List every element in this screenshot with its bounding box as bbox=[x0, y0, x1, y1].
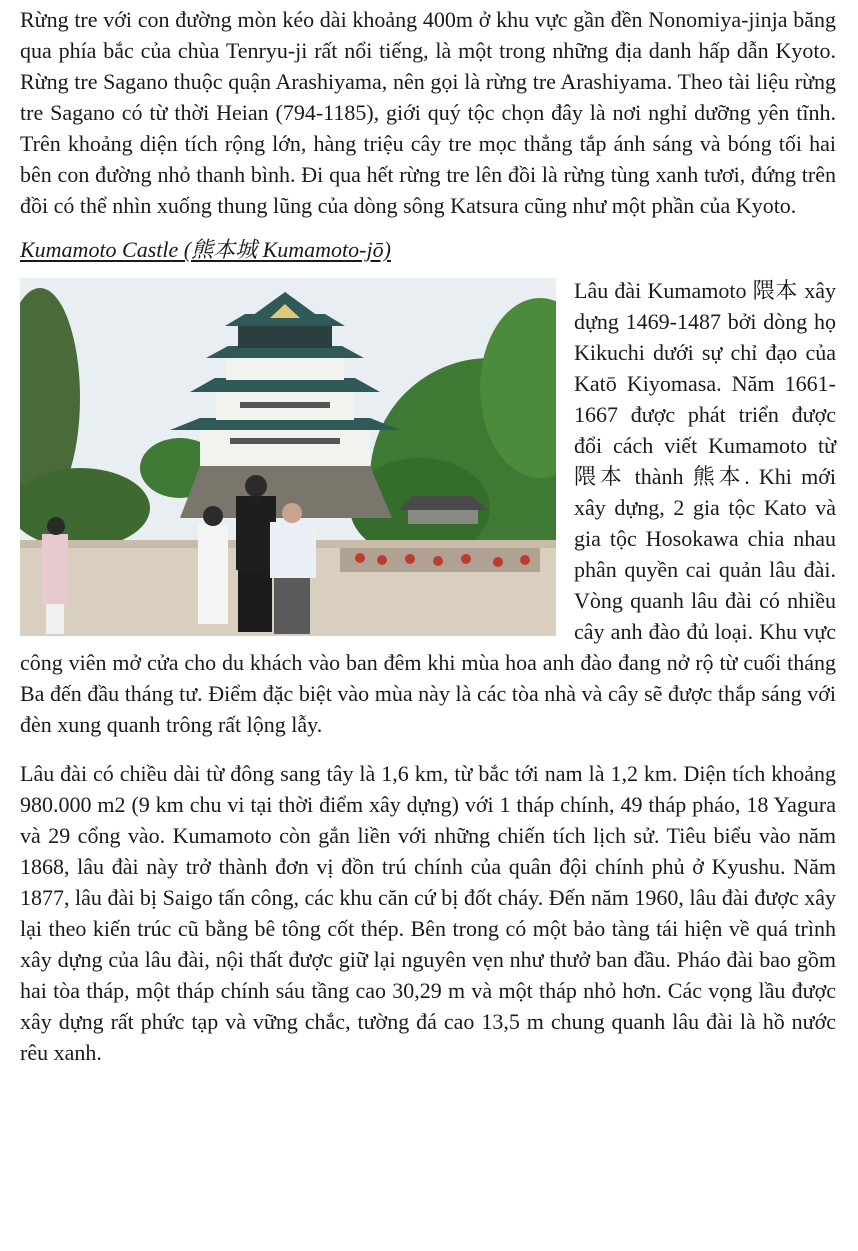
section-heading: Kumamoto Castle (熊本城 Kumamoto-jō) bbox=[20, 237, 391, 262]
document-page bbox=[20, 4, 836, 1068]
castle-history-paragraph: Lâu đài Kumamoto 隈本 xây dựng 1469-1487 bởi dòng họ Kikuchi dưới sự chỉ đạo của Katō Kiyomasa. Năm 1661-1667 được phát triển được đổi cách viết Kumamoto từ 隈本 thành 熊本. Khi mới xây dựng, 2 gia tộc Kato và gia tộc Hosokawa chia nhau phân quyền cai quản lâu đài. Vòng quanh lâu đài có nhiều cây anh đào đủ loại. Khu vực công viên mở cửa cho du khách vào ban đêm khi mùa hoa anh đào đang nở rộ từ cuối tháng Ba đến đầu tháng tư. Điểm đặc biệt vào mùa này là các tòa nhà và cây sẽ được thắp sáng với đèn xung quanh trông rất lộng lẫy. bbox=[20, 278, 836, 737]
castle-details-paragraph: Lâu đài có chiều dài từ đông sang tây là 1,6 km, từ bắc tới nam là 1,2 km. Diện tích khoảng 980.000 m2 (9 km chu vi tại thời điểm xây dựng) với 1 tháp chính, 49 tháp pháo, 18 Yagura và 29 cổng vào. Kumamoto còn gắn liền với những chiến tích lịch sử. Tiêu biểu vào năm 1868, lâu đài này trở thành đơn vị đồn trú chính của quân đội chính phủ ở Kyushu. Năm 1877, lâu đài bị Saigo tấn công, các khu căn cứ bị đốt cháy. Đến năm 1960, lâu đài được xây lại theo kiến trúc cũ bằng bê tông cốt thép. Bên trong có một bảo tàng tái hiện về quá trình xây dựng của lâu đài, nội thất được giữ lại nguyên vẹn như thưở ban đầu. Pháo đài bao gồm hai tòa tháp, một tháp chính sáu tầng cao 30,29 m và một tháp nhỏ hơn. Các vọng lầu được xây dựng rất phức tạp và vững chắc, tường đá cao 13,5 m chung quanh lâu đài là hồ nước rêu xanh. bbox=[20, 761, 836, 1065]
intro-paragraph: Rừng tre với con đường mòn kéo dài khoảng 400m ở khu vực gần đền Nonomiya-jinja băng qua phía bắc của chùa Tenryu-ji rất nổi tiếng, là một trong những địa danh hấp dẫn Kyoto. Rừng tre Sagano thuộc quận Arashiyama, nên gọi là rừng tre Arashiyama. Theo tài liệu rừng tre Sagano có từ thời Heian (794-1185), giới quý tộc chọn đây là nơi nghỉ dưỡng yên tĩnh. Trên khoảng diện tích rộng lớn, hàng triệu cây tre mọc thẳng tắp ánh sáng và bóng tối hai bên con đường nhỏ thanh bình. Đi qua hết rừng tre lên đồi là rừng tùng xanh tươi, đứng trên đồi có thể nhìn xuống thung lũng của dòng sông Katsura cũng như một phần của Kyoto. bbox=[20, 7, 836, 218]
castle-photo-image bbox=[20, 278, 556, 636]
castle-photo bbox=[20, 278, 556, 636]
photo-castle-wall bbox=[200, 428, 370, 466]
